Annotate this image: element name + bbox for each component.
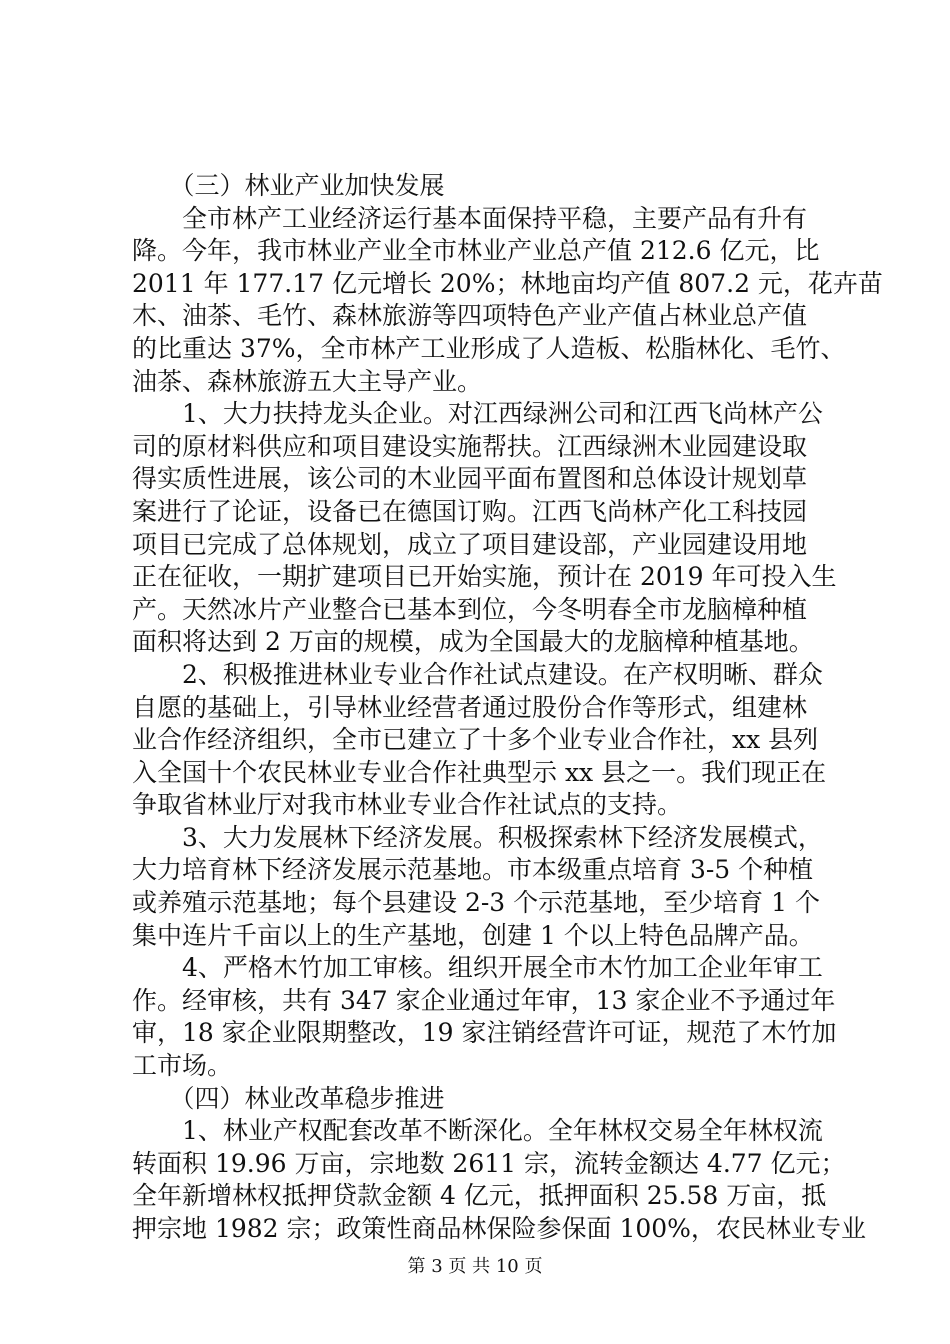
text-line: 降。今年，我市林业产业全市林业产业总产值 212.6 亿元，比 bbox=[132, 236, 820, 266]
text-line: 案进行了论证，设备已在德国订购。江西飞尚林产化工科技园 bbox=[132, 496, 808, 526]
document-body bbox=[132, 170, 883, 1246]
text-line: 产。天然冰片产业整合已基本到位，今冬明春全市龙脑樟种植 bbox=[132, 594, 808, 624]
text-line: 或养殖示范基地；每个县建设 2-3 个示范基地，至少培育 1 个 bbox=[132, 888, 820, 918]
text-line: 木、油茶、毛竹、森林旅游等四项特色产业产值占林业总产值 bbox=[132, 301, 808, 331]
text-line: 工市场。 bbox=[132, 1051, 233, 1081]
text-line: 正在征收，一期扩建项目已开始实施，预计在 2019 年可投入生 bbox=[132, 562, 837, 592]
text-line: 油茶、森林旅游五大主导产业。 bbox=[132, 366, 483, 396]
text-line: 项目已完成了总体规划，成立了项目建设部，产业园建设用地 bbox=[132, 529, 808, 559]
text-line: 大力培育林下经济发展示范基地。市本级重点培育 3-5 个种植 bbox=[132, 855, 814, 885]
text-line: 面积将达到 2 万亩的规模，成为全国最大的龙脑樟种植基地。 bbox=[132, 627, 814, 657]
text-line: 得实质性进展，该公司的木业园平面布置图和总体设计规划草 bbox=[132, 464, 808, 494]
text-line: 转面积 19.96 万亩，宗地数 2611 宗，流转金额达 4.77 亿元； bbox=[132, 1148, 846, 1178]
text-line: 1、大力扶持龙头企业。对江西绿洲公司和江西飞尚林产公 bbox=[132, 399, 823, 429]
text-line: 4、严格木竹加工审核。组织开展全市木竹加工企业年审工 bbox=[132, 953, 823, 983]
page-number-footer: 第 3 页 共 10 页 bbox=[407, 1256, 543, 1277]
text-line: 集中连片千亩以上的生产基地，创建 1 个以上特色品牌产品。 bbox=[132, 920, 814, 950]
section-heading: （四）林业改革稳步推进 bbox=[132, 1083, 445, 1113]
section-heading: （三）林业产业加快发展 bbox=[132, 171, 445, 200]
text-line: 司的原材料供应和项目建设实施帮扶。江西绿洲木业园建设取 bbox=[132, 431, 808, 461]
text-line: 自愿的基础上，引导林业经营者通过股份合作等形式，组建林 bbox=[132, 692, 808, 722]
text-line: 全市林产工业经济运行基本面保持平稳，主要产品有升有 bbox=[132, 203, 808, 233]
text-line: 争取省林业厅对我市林业专业合作社试点的支持。 bbox=[132, 790, 683, 820]
text-line: 审，18 家企业限期整改，19 家注销经营许可证，规范了木竹加 bbox=[132, 1018, 837, 1048]
text-line: 押宗地 1982 宗；政策性商品林保险参保面 100%，农民林业专业 bbox=[132, 1214, 866, 1243]
text-line: 2011 年 177.17 亿元增长 20%；林地亩均产值 807.2 元，花卉苗 bbox=[132, 268, 883, 298]
text-line: 作。经审核，共有 347 家企业通过年审，13 家企业不予通过年 bbox=[132, 985, 836, 1015]
text-line: 2、积极推进林业专业合作社试点建设。在产权明晰、群众 bbox=[132, 659, 823, 689]
text-line: 业合作经济组织，全市已建立了十多个业专业合作社，xx 县列 bbox=[132, 725, 819, 755]
text-line: 3、大力发展林下经济发展。积极探索林下经济发展模式， bbox=[132, 822, 823, 852]
text-line: 全年新增林权抵押贷款金额 4 亿元，抵押面积 25.58 万亩，抵 bbox=[132, 1181, 827, 1211]
text-line: 入全国十个农民林业专业合作社典型示 xx 县之一。我们现正在 bbox=[132, 757, 827, 787]
text-line: 1、林业产权配套改革不断深化。全年林权交易全年林权流 bbox=[132, 1116, 823, 1146]
text-line: 的比重达 37%，全市林产工业形成了人造板、松脂林化、毛竹、 bbox=[132, 333, 846, 363]
